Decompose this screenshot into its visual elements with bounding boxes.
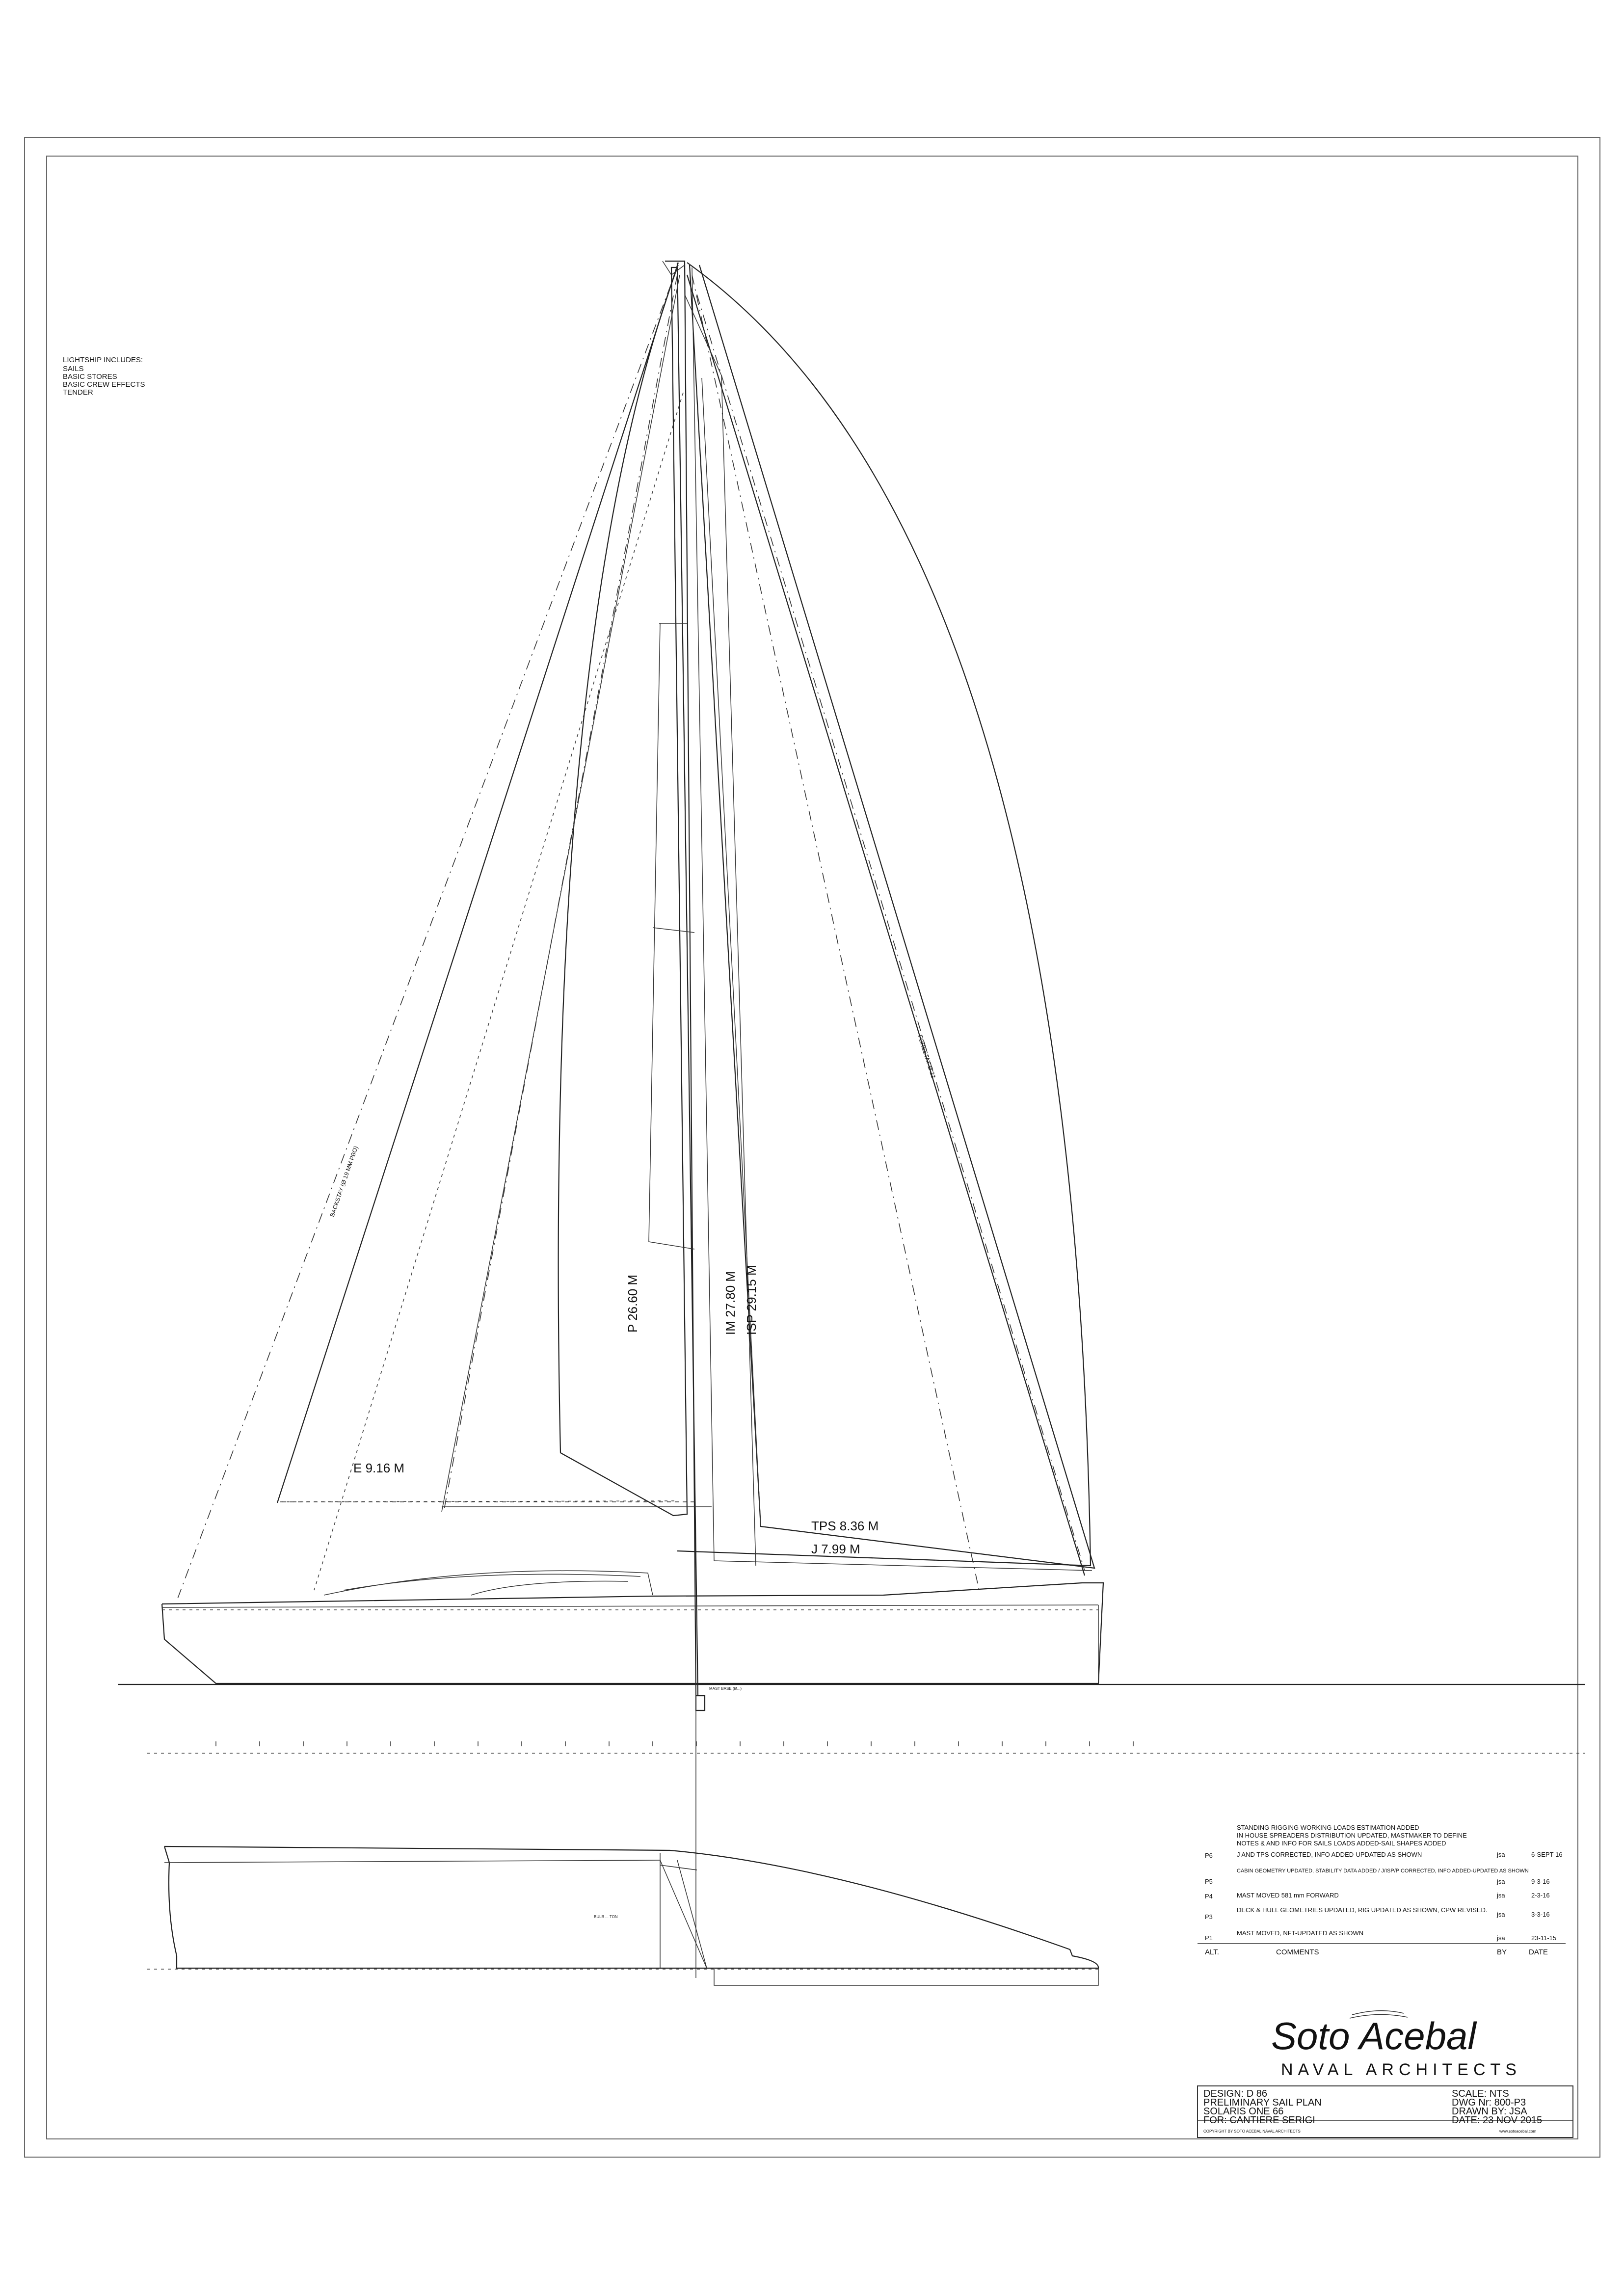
label-keel-note: BULB ... TON [594,1915,618,1919]
rev-alt: P6 [1205,1852,1213,1859]
rev-date: 2-3-16 [1531,1892,1550,1899]
rev-header-comments: COMMENTS [1276,1948,1319,1956]
panel-line [649,1242,694,1249]
rev-header-by: BY [1497,1948,1507,1956]
rev-note: STANDING RIGGING WORKING LOADS ESTIMATION ADDED [1237,1824,1419,1831]
rev-comment: MAST MOVED, NFT-UPDATED AS SHOWN [1237,1929,1364,1937]
label-forestay: FORESTAY Ø 22 [916,1034,937,1079]
logo-subtitle: NAVAL ARCHITECTS [1281,2060,1521,2079]
tb-scale: SCALE: NTS [1452,2088,1509,2099]
rev-by: jsa [1497,1892,1505,1899]
shroud [721,375,756,1566]
plan-hull [164,1846,1098,1968]
rev-note: IN HOUSE SPREADERS DISTRIBUTION UPDATED, MASTMAKER TO DEFINE [1237,1832,1467,1839]
note-line: SAILS [63,365,84,373]
label-j: J 7.99 M [811,1542,860,1556]
tb-drawn: DRAWN BY: JSA [1452,2106,1527,2117]
deckhouse-window [471,1581,628,1595]
rev-comment: MAST MOVED 581 mm FORWARD [1237,1892,1339,1899]
label-backstay: BACKSTAY (Ø 19 MM PBO) [328,1145,360,1218]
label-e: E 9.16 M [353,1461,405,1475]
plan-keel [660,1860,707,1968]
rev-header-date: DATE [1529,1948,1548,1956]
mast [665,261,705,1710]
label-isp: ISP 29.15 M [744,1265,759,1335]
tb-title1: PRELIMINARY SAIL PLAN [1203,2097,1322,2108]
hull-sheer [162,1583,1103,1683]
revision-table [1198,1824,1566,1956]
rev-by: jsa [1497,1851,1505,1858]
tb-design: DESIGN: D 86 [1203,2088,1268,2099]
company-logo [1271,2011,1521,2079]
tb-title2: SOLARIS ONE 66 [1203,2106,1284,2117]
spinnaker [677,263,1091,1566]
batten-line [649,623,660,1242]
note-line: LIGHTSHIP INCLUDES: [63,356,143,364]
rev-comment: J AND TPS CORRECTED, INFO ADDED-UPDATED AS SHOWN [1237,1851,1422,1858]
plan-view [147,1846,1098,1985]
deckhouse-window [344,1574,640,1590]
backstay [277,263,678,1503]
note-line: TENDER [63,388,93,397]
rev-note: NOTES & AND INFO FOR SAILS LOADS ADDED-SAIL SHAPES ADDED [1237,1840,1446,1847]
plan-deckline [164,1860,660,1863]
sail-plan-profile [177,261,1094,1710]
forestay [687,275,1085,1575]
rev-alt: P1 [1205,1934,1213,1942]
deckhouse [324,1571,653,1595]
rev-by: jsa [1497,1878,1505,1885]
hull-profile [118,1571,1585,1978]
panel-line [653,928,694,933]
label-im: IM 27.80 M [723,1271,738,1335]
tb-for: FOR: CANTIERE SERIGI [1203,2115,1315,2126]
tb-copyright: COPYRIGHT BY SOTO ACEBAL NAVAL ARCHITECTS [1203,2129,1301,2134]
rev-date: 23-11-15 [1531,1934,1557,1942]
inner-forestay [697,294,1085,1571]
logo-script: Soto Acebal [1271,2014,1476,2057]
tb-date: DATE: 23 NOV 2015 [1452,2115,1543,2126]
backstay-inner [442,275,680,1512]
rev-comment: CABIN GEOMETRY UPDATED, STABILITY DATA ADDED / J/ISP/P CORRECTED, INFO ADDED-UPDATED AS SHOWN [1237,1868,1529,1874]
station-ticks [147,1741,1585,1753]
tb-dwg: DWG Nr: 800-P3 [1452,2097,1526,2108]
label-mast-base: MAST BASE (Ø...) [709,1686,742,1691]
note-line: BASIC STORES [63,373,117,381]
shroud [685,294,721,375]
title-block [1198,2086,1573,2137]
rev-date: 6-SEPT-16 [1531,1851,1563,1858]
check-stay [314,393,683,1590]
plan-dim [714,1968,1098,1985]
lightship-notes [63,356,145,397]
rev-alt: P3 [1205,1913,1213,1921]
label-tps: TPS 8.36 M [811,1519,879,1533]
rev-header-alt: ALT. [1205,1948,1219,1956]
label-p: P 26.60 M [625,1274,640,1333]
rev-date: 9-3-16 [1531,1878,1550,1885]
rev-by: jsa [1497,1934,1505,1942]
rev-by: jsa [1497,1911,1505,1918]
mainsail [559,267,687,1516]
tb-contact: www.sotoacebal.com [1499,2129,1537,2134]
runner-line [177,265,678,1601]
deck-line [162,1605,1098,1607]
staysail-stay [692,275,979,1590]
rev-comment: DECK & HULL GEOMETRIES UPDATED, RIG UPDATED AS SHOWN, CPW REVISED. [1237,1906,1488,1914]
note-line: BASIC CREW EFFECTS [63,380,145,389]
rev-alt: P5 [1205,1878,1213,1885]
rev-date: 3-3-16 [1531,1911,1550,1918]
rev-alt: P4 [1205,1893,1213,1900]
